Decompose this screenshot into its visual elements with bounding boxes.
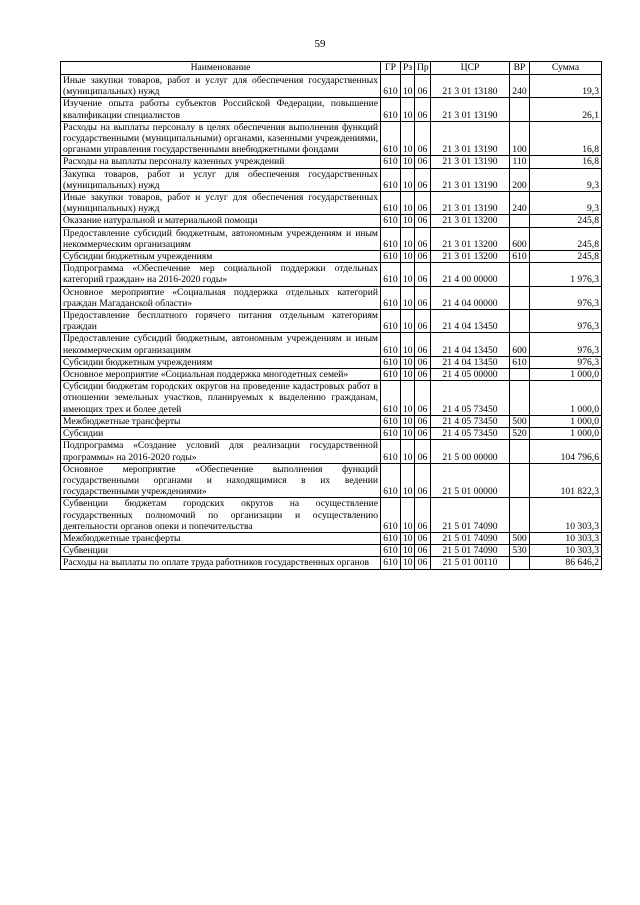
cell-rz: 10 <box>401 121 415 156</box>
cell-csr: 21 3 01 13190 <box>431 121 510 156</box>
cell-pr: 06 <box>415 498 431 533</box>
cell-gr: 610 <box>381 369 401 381</box>
cell-pr: 06 <box>415 286 431 309</box>
cell-name: Субвенции <box>61 545 381 557</box>
table-row <box>61 75 602 98</box>
cell-rz: 10 <box>401 215 415 227</box>
cell-sum: 86 646,2 <box>530 557 602 569</box>
header-csr: ЦСР <box>431 62 510 75</box>
cell-vr <box>510 557 530 569</box>
table-row <box>61 168 602 191</box>
cell-sum: 26,1 <box>530 98 602 121</box>
cell-vr: 500 <box>510 415 530 427</box>
cell-name: Субсидии бюджетным учреждениям <box>61 356 381 368</box>
cell-sum: 1 000,0 <box>530 428 602 440</box>
cell-pr: 06 <box>415 545 431 557</box>
header-gr: ГР <box>381 62 401 75</box>
header-pr: Пр <box>415 62 431 75</box>
table-row <box>61 227 602 250</box>
cell-pr: 06 <box>415 532 431 544</box>
cell-csr: 21 4 04 13450 <box>431 356 510 368</box>
cell-gr: 610 <box>381 251 401 263</box>
cell-sum: 9,3 <box>530 168 602 191</box>
cell-vr: 600 <box>510 227 530 250</box>
table-row <box>61 310 602 333</box>
cell-rz: 10 <box>401 98 415 121</box>
cell-gr: 610 <box>381 381 401 416</box>
cell-pr: 06 <box>415 75 431 98</box>
cell-sum: 10 303,3 <box>530 545 602 557</box>
cell-vr: 240 <box>510 192 530 215</box>
cell-gr: 610 <box>381 98 401 121</box>
table-row <box>61 251 602 263</box>
table-row <box>61 440 602 463</box>
cell-csr: 21 3 01 13190 <box>431 168 510 191</box>
cell-sum: 1 976,3 <box>530 263 602 286</box>
table-row <box>61 333 602 356</box>
cell-gr: 610 <box>381 192 401 215</box>
cell-rz: 10 <box>401 192 415 215</box>
cell-gr: 610 <box>381 215 401 227</box>
table-row <box>61 215 602 227</box>
cell-sum: 10 303,3 <box>530 532 602 544</box>
cell-sum: 19,3 <box>530 75 602 98</box>
cell-rz: 10 <box>401 415 415 427</box>
cell-gr: 610 <box>381 440 401 463</box>
cell-pr: 06 <box>415 215 431 227</box>
cell-vr: 110 <box>510 156 530 168</box>
cell-rz: 10 <box>401 428 415 440</box>
cell-sum: 976,3 <box>530 310 602 333</box>
cell-sum: 1 000,0 <box>530 415 602 427</box>
cell-gr: 610 <box>381 557 401 569</box>
header-vr: ВР <box>510 62 530 75</box>
cell-name: Оказание натуральной и материальной помощи <box>61 215 381 227</box>
cell-vr: 610 <box>510 356 530 368</box>
cell-name: Расходы на выплаты персоналу в целях обеспечения выполнения функций государственными (муниципальными) органами, казенными учреждениями, органами управления государственными внебюджетными фондами <box>61 121 381 156</box>
table-row <box>61 121 602 156</box>
cell-pr: 06 <box>415 557 431 569</box>
cell-csr: 21 5 01 74090 <box>431 545 510 557</box>
cell-csr: 21 4 05 73450 <box>431 415 510 427</box>
cell-rz: 10 <box>401 498 415 533</box>
cell-csr: 21 4 00 00000 <box>431 263 510 286</box>
cell-gr: 610 <box>381 286 401 309</box>
table-row <box>61 369 602 381</box>
cell-pr: 06 <box>415 381 431 416</box>
page-number: 59 <box>314 38 326 50</box>
cell-rz: 10 <box>401 545 415 557</box>
cell-name: Субсидии бюджетам городских округов на проведение кадастровых работ в отношении земельных участков, планируемых к выделению гражданам, имеющих трех и более детей <box>61 381 381 416</box>
cell-csr: 21 3 01 13190 <box>431 156 510 168</box>
table-row <box>61 356 602 368</box>
cell-sum: 16,8 <box>530 121 602 156</box>
cell-name: Субсидии бюджетным учреждениям <box>61 251 381 263</box>
cell-sum: 16,8 <box>530 156 602 168</box>
cell-csr: 21 3 01 13180 <box>431 75 510 98</box>
cell-sum: 245,8 <box>530 251 602 263</box>
cell-pr: 06 <box>415 415 431 427</box>
cell-name: Изучение опыта работы субъектов Российской Федерации, повышение квалификации специалистов <box>61 98 381 121</box>
cell-name: Субсидии <box>61 428 381 440</box>
cell-vr <box>510 98 530 121</box>
cell-sum: 1 000,0 <box>530 369 602 381</box>
table-row <box>61 428 602 440</box>
cell-pr: 06 <box>415 227 431 250</box>
cell-sum: 104 796,6 <box>530 440 602 463</box>
table-row <box>61 156 602 168</box>
cell-pr: 06 <box>415 356 431 368</box>
cell-csr: 21 5 01 00000 <box>431 463 510 498</box>
table-row <box>61 192 602 215</box>
cell-pr: 06 <box>415 156 431 168</box>
cell-sum: 1 000,0 <box>530 381 602 416</box>
cell-pr: 06 <box>415 98 431 121</box>
cell-sum: 10 303,3 <box>530 498 602 533</box>
cell-pr: 06 <box>415 333 431 356</box>
cell-vr: 600 <box>510 333 530 356</box>
table-row <box>61 415 602 427</box>
cell-rz: 10 <box>401 532 415 544</box>
cell-vr: 200 <box>510 168 530 191</box>
cell-pr: 06 <box>415 428 431 440</box>
cell-name: Предоставление субсидий бюджетным, автономным учреждениям и иным некоммерческим организациям <box>61 227 381 250</box>
cell-sum: 976,3 <box>530 286 602 309</box>
cell-gr: 610 <box>381 415 401 427</box>
cell-rz: 10 <box>401 75 415 98</box>
cell-name: Предоставление бесплатного горячего питания отдельным категориям граждан <box>61 310 381 333</box>
table-row <box>61 532 602 544</box>
cell-vr <box>510 310 530 333</box>
cell-csr: 21 5 01 00110 <box>431 557 510 569</box>
cell-csr: 21 3 01 13200 <box>431 227 510 250</box>
cell-csr: 21 3 01 13190 <box>431 98 510 121</box>
cell-gr: 610 <box>381 121 401 156</box>
cell-sum: 101 822,3 <box>530 463 602 498</box>
cell-vr: 610 <box>510 251 530 263</box>
cell-pr: 06 <box>415 310 431 333</box>
table-row <box>61 286 602 309</box>
cell-sum: 245,8 <box>530 227 602 250</box>
table-row <box>61 463 602 498</box>
cell-rz: 10 <box>401 369 415 381</box>
cell-pr: 06 <box>415 440 431 463</box>
cell-name: Межбюджетные трансферты <box>61 415 381 427</box>
cell-csr: 21 4 05 73450 <box>431 381 510 416</box>
cell-rz: 10 <box>401 156 415 168</box>
cell-name: Расходы на выплаты персоналу казенных учреждений <box>61 156 381 168</box>
cell-vr <box>510 369 530 381</box>
cell-pr: 06 <box>415 463 431 498</box>
cell-rz: 10 <box>401 168 415 191</box>
cell-name: Межбюджетные трансферты <box>61 532 381 544</box>
cell-gr: 610 <box>381 333 401 356</box>
cell-gr: 610 <box>381 545 401 557</box>
cell-csr: 21 3 01 13200 <box>431 251 510 263</box>
cell-name: Иные закупки товаров, работ и услуг для обеспечения государственных (муниципальных) нужд <box>61 75 381 98</box>
cell-vr: 520 <box>510 428 530 440</box>
cell-name: Подпрограмма «Обеспечение мер социальной поддержки отдельных категорий граждан» на 2016-2020 годы» <box>61 263 381 286</box>
cell-csr: 21 4 05 73450 <box>431 428 510 440</box>
table-row <box>61 381 602 416</box>
cell-pr: 06 <box>415 369 431 381</box>
cell-name: Основное мероприятие «Социальная поддержка отдельных категорий граждан Магаданской области» <box>61 286 381 309</box>
cell-csr: 21 5 00 00000 <box>431 440 510 463</box>
cell-csr: 21 5 01 74090 <box>431 532 510 544</box>
cell-csr: 21 4 04 13450 <box>431 310 510 333</box>
cell-vr: 500 <box>510 532 530 544</box>
cell-gr: 610 <box>381 310 401 333</box>
header-rz: Рз <box>401 62 415 75</box>
cell-pr: 06 <box>415 251 431 263</box>
cell-rz: 10 <box>401 251 415 263</box>
cell-gr: 610 <box>381 428 401 440</box>
cell-csr: 21 5 01 74090 <box>431 498 510 533</box>
cell-pr: 06 <box>415 168 431 191</box>
cell-vr: 100 <box>510 121 530 156</box>
cell-name: Предоставление субсидий бюджетным, автономным учреждениям и иным некоммерческим организациям <box>61 333 381 356</box>
cell-vr <box>510 263 530 286</box>
table-row <box>61 263 602 286</box>
cell-csr: 21 4 04 13450 <box>431 333 510 356</box>
cell-name: Субвенции бюджетам городских округов на осуществление государственных полномочий по организации и осуществлению деятельности органов опеки и попечительства <box>61 498 381 533</box>
cell-sum: 976,3 <box>530 333 602 356</box>
cell-gr: 610 <box>381 463 401 498</box>
header-sum: Сумма <box>530 62 602 75</box>
cell-gr: 610 <box>381 75 401 98</box>
cell-name: Основное мероприятие «Социальная поддержка многодетных семей» <box>61 369 381 381</box>
cell-csr: 21 3 01 13190 <box>431 192 510 215</box>
table-header-row <box>61 62 602 75</box>
cell-csr: 21 3 01 13200 <box>431 215 510 227</box>
cell-gr: 610 <box>381 168 401 191</box>
cell-rz: 10 <box>401 381 415 416</box>
cell-sum: 245,8 <box>530 215 602 227</box>
table-row <box>61 98 602 121</box>
cell-name: Основное мероприятие «Обеспечение выполнения функций государственными органами и находящимися в их ведении государственными учреждениями» <box>61 463 381 498</box>
cell-vr <box>510 215 530 227</box>
cell-pr: 06 <box>415 121 431 156</box>
cell-name: Расходы на выплаты по оплате труда работников государственных органов <box>61 557 381 569</box>
cell-sum: 976,3 <box>530 356 602 368</box>
cell-rz: 10 <box>401 263 415 286</box>
header-name: Наименование <box>61 62 381 75</box>
cell-name: Иные закупки товаров, работ и услуг для обеспечения государственных (муниципальных) нужд <box>61 192 381 215</box>
cell-name: Подпрограмма «Создание условий для реализации государственной программы» на 2016-2020 годы» <box>61 440 381 463</box>
cell-gr: 610 <box>381 156 401 168</box>
cell-name: Закупка товаров, работ и услуг для обеспечения государственных (муниципальных) нужд <box>61 168 381 191</box>
cell-rz: 10 <box>401 440 415 463</box>
cell-csr: 21 4 05 00000 <box>431 369 510 381</box>
cell-rz: 10 <box>401 286 415 309</box>
cell-vr: 240 <box>510 75 530 98</box>
cell-rz: 10 <box>401 227 415 250</box>
cell-rz: 10 <box>401 463 415 498</box>
cell-csr: 21 4 04 00000 <box>431 286 510 309</box>
cell-gr: 610 <box>381 356 401 368</box>
budget-table <box>60 61 602 570</box>
cell-vr: 530 <box>510 545 530 557</box>
table-row <box>61 557 602 569</box>
cell-vr <box>510 286 530 309</box>
table-row <box>61 545 602 557</box>
cell-gr: 610 <box>381 498 401 533</box>
cell-sum: 9,3 <box>530 192 602 215</box>
cell-vr <box>510 498 530 533</box>
cell-pr: 06 <box>415 192 431 215</box>
cell-gr: 610 <box>381 263 401 286</box>
table-body <box>61 75 602 570</box>
cell-gr: 610 <box>381 532 401 544</box>
cell-rz: 10 <box>401 557 415 569</box>
cell-gr: 610 <box>381 227 401 250</box>
cell-pr: 06 <box>415 263 431 286</box>
cell-rz: 10 <box>401 333 415 356</box>
cell-vr <box>510 381 530 416</box>
cell-vr <box>510 440 530 463</box>
cell-vr <box>510 463 530 498</box>
cell-rz: 10 <box>401 310 415 333</box>
cell-rz: 10 <box>401 356 415 368</box>
table-row <box>61 498 602 533</box>
